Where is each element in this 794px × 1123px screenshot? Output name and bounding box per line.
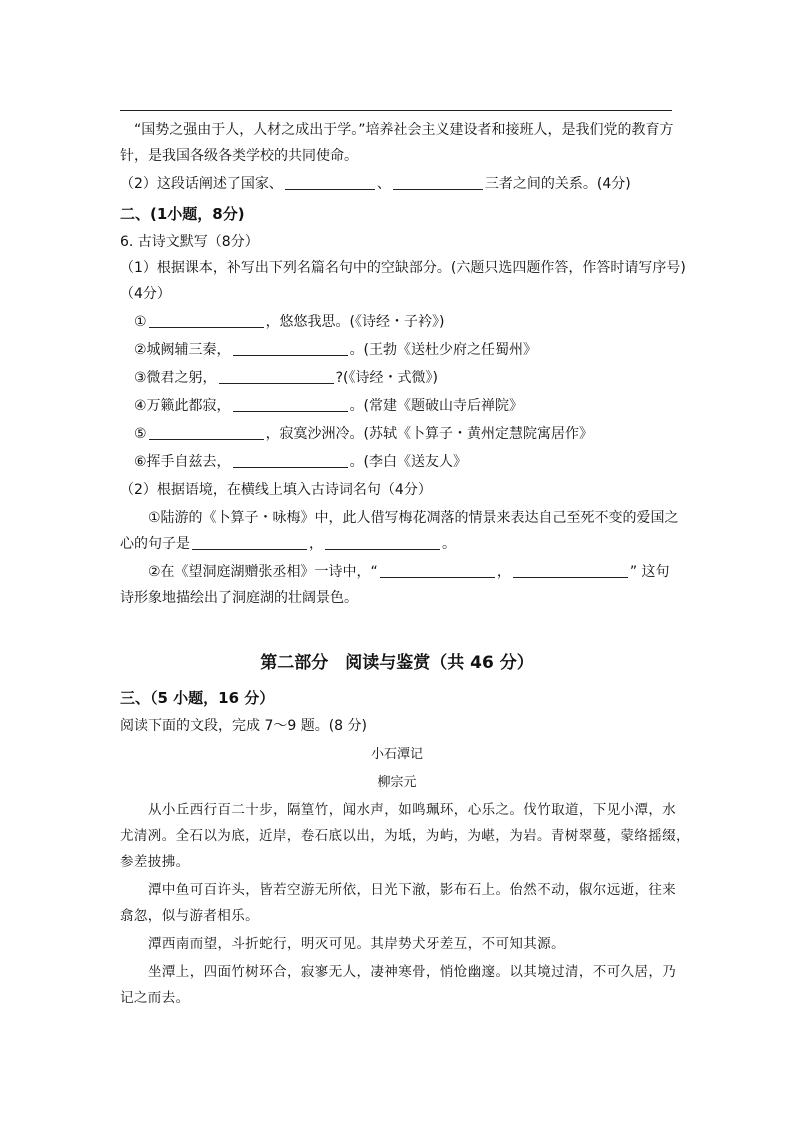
q6-item-4-post: 。(常建《题破山寺后禅院》 — [349, 398, 524, 414]
q6-sub2-a-pre: 心的句子是 — [120, 536, 190, 552]
q6-sub2-a-blank-1[interactable] — [192, 535, 307, 550]
q2-suffix: 三者之间的关系。(4分) — [484, 176, 631, 192]
section-2-heading: 二、(1小题，8分) — [120, 205, 245, 223]
intro-line-2: 针，是我国各级各类学校的共同使命。 — [120, 148, 358, 164]
passage-line: 从小丘西行百二十步，隔篁竹，闻水声，如鸣珮环，心乐之。伐竹取道，下见小潭，水 — [148, 802, 677, 818]
passage-line: 记之而去。 — [120, 990, 190, 1006]
q6-item-4 — [134, 396, 523, 416]
intro-line-1: “国势之强由于人，人材之成出于学。”培养社会主义建设者和接班人，是我们党的教育方 — [134, 122, 674, 138]
q6-item-3-pre: ③微君之躬， — [134, 370, 217, 386]
question-2 — [120, 174, 631, 194]
q6-sub2-a-line-1: ①陆游的《卜算子・咏梅》中，此人借写梅花凋落的情景来表达自己至死不变的爱国之 — [148, 510, 679, 526]
q6-item-3 — [134, 368, 438, 388]
q6-item-6-pre: ⑥挥手自兹去， — [134, 454, 231, 470]
q6-item-5 — [134, 424, 593, 444]
q2-sep: 、 — [376, 176, 391, 192]
passage-title: 小石潭记 — [370, 747, 423, 762]
passage-line: 坐潭上，四面竹树环合，寂寥无人，凄神寒骨，悄怆幽邃。以其境过清，不可久居，乃 — [148, 964, 677, 980]
passage-author: 柳宗元 — [377, 775, 417, 790]
q6-sub2-b-end: ” 这句 — [629, 564, 670, 580]
q6-item-1-blank[interactable] — [149, 313, 264, 328]
q6-item-3-post: ?(《诗经・式微》) — [335, 370, 438, 386]
q6-sub2-a-end: 。 — [442, 536, 456, 552]
q6-item-2 — [134, 340, 537, 360]
q6-item-2-pre: ②城阙辅三秦， — [134, 342, 231, 358]
q6-sub2-a-line-2 — [120, 534, 456, 554]
q6-item-4-pre: ④万籁此都寂， — [134, 398, 231, 414]
q6-title: 6. 古诗文默写（8分） — [120, 234, 259, 250]
q6-item-6-post: 。(李白《送友人》 — [349, 454, 468, 470]
q6-sub2-b-mid: ， — [496, 564, 511, 580]
q6-item-2-blank[interactable] — [233, 341, 348, 356]
q6-item-2-post: 。(王勃《送杜少府之任蜀州》 — [349, 342, 538, 358]
q6-item-3-blank[interactable] — [219, 369, 334, 384]
passage-line: 尤清冽。全石以为底，近岸，卷石底以出，为坻，为屿，为嵁，为岩。青树翠蔓，蒙络摇缀， — [120, 828, 690, 844]
part-2-heading: 第二部分 阅读与鉴赏（共 46 分） — [260, 653, 534, 673]
q6-item-1-post: ，悠悠我思。(《诗经・子衿》) — [265, 314, 445, 330]
q6-item-5-post: ，寂寞沙洲冷。(苏轼《卜算子・黄州定慧院寓居作》 — [265, 426, 594, 442]
q2-blank-1[interactable] — [285, 175, 375, 190]
q6-item-4-blank[interactable] — [233, 397, 348, 412]
q6-sub2-a-blank-2[interactable] — [325, 535, 440, 550]
q6-sub1-line-2: （4分） — [120, 286, 171, 302]
q6-item-1-pre: ① — [134, 314, 147, 330]
q6-item-5-pre: ⑤ — [134, 426, 147, 442]
q6-sub2-title: （2）根据语境，在横线上填入古诗词名句（4分） — [120, 482, 432, 498]
passage-line: 潭中鱼可百许头，皆若空游无所依，日光下澈，影布石上。佁然不动，俶尔远逝，往来 — [148, 882, 677, 898]
q6-sub2-b-blank-1[interactable] — [380, 563, 495, 578]
header-rule — [120, 110, 672, 111]
q6-sub1-line-1: （1）根据课本，补写出下列名篇名句中的空缺部分。(六题只选四题作答，作答时请写序号) — [120, 260, 686, 276]
q2-blank-2[interactable] — [393, 175, 483, 190]
section-3-heading: 三、（5 小题，16 分） — [120, 689, 275, 707]
q6-item-6 — [134, 452, 467, 472]
q2-prefix: （2）这段话阐述了国家、 — [120, 176, 283, 192]
passage-line: 潭西南而望，斗折蛇行，明灭可见。其岸势犬牙差互，不可知其源。 — [148, 936, 565, 952]
q6-item-6-blank[interactable] — [233, 453, 348, 468]
q6-sub2-b-line-1 — [148, 562, 670, 582]
q6-sub2-b-line-2: 诗形象地描绘出了洞庭湖的壮阔景色。 — [120, 590, 358, 606]
passage-line: 翕忽，似与游者相乐。 — [120, 908, 259, 924]
q6-sub2-a-mid: ， — [309, 536, 323, 552]
q6-sub2-b-blank-2[interactable] — [513, 563, 628, 578]
passage-line: 参差披拂。 — [120, 854, 190, 870]
q6-item-1 — [134, 312, 445, 332]
section-3-instruction: 阅读下面的文段，完成 7～9 题。(8 分) — [120, 718, 367, 734]
q6-sub2-b-pre: ②在《望洞庭湖赠张丞相》一诗中，“ — [148, 564, 378, 580]
q6-item-5-blank[interactable] — [149, 425, 264, 440]
